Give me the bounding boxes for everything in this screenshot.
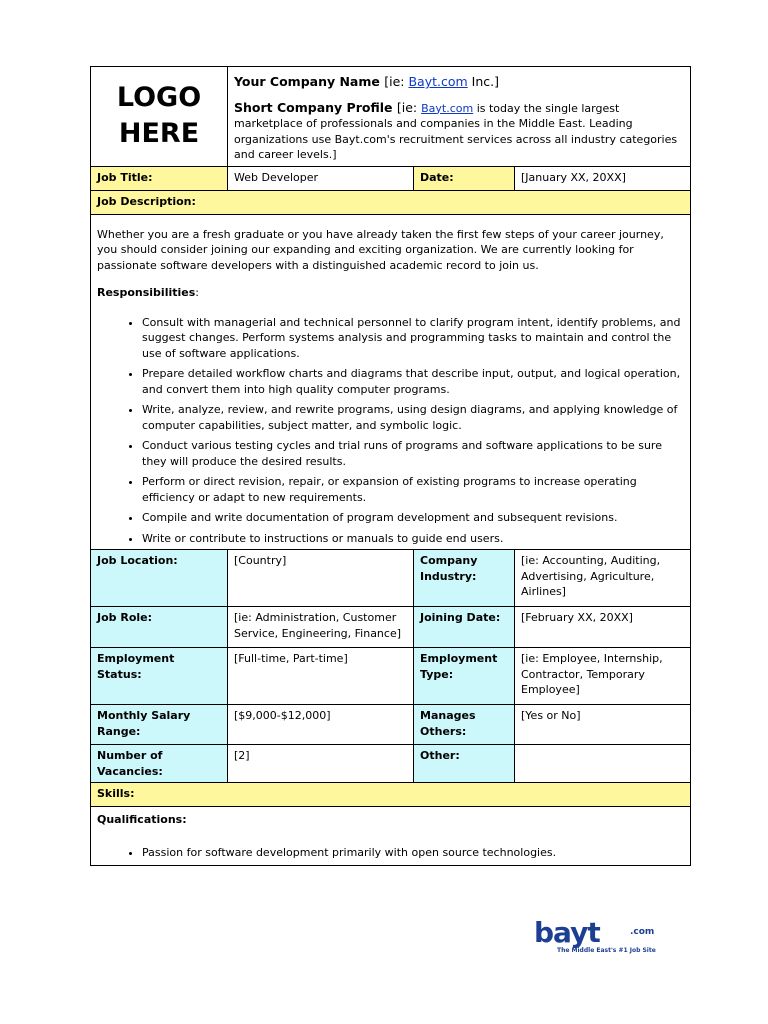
job-role-value[interactable]: [ie: Administration, Customer Service, Engineering, Finance]	[228, 607, 414, 648]
qualifications-label: Qualifications:	[97, 813, 187, 826]
list-item: • Prepare detailed workflow charts and diagrams that describe input, output, and logical operation, and convert them into high quality computer programs.	[142, 366, 684, 397]
job-description-header-row	[91, 190, 691, 214]
bayt-logo	[532, 916, 692, 956]
company-info-cell	[228, 67, 691, 167]
logo-placeholder	[91, 67, 228, 167]
role-row	[91, 607, 691, 648]
list-item: • Conduct various testing cycles and trial runs of programs and software applications to be sure they will produce the desired results.	[142, 438, 684, 469]
joining-date-value[interactable]: [February XX, 20XX]	[515, 607, 691, 648]
logo-line-2: HERE	[118, 118, 200, 150]
employment-row	[91, 648, 691, 705]
salary-range-value[interactable]: [$9,000-$12,000]	[228, 705, 414, 745]
company-profile-text: is today the single largest marketplace of professionals and companies in the Middle East. Leading organizations use Bayt.com's recruitment services across all industry categories and career levels.]	[234, 101, 678, 161]
list-item: • Passion for software development primarily with open source technologies.	[142, 845, 684, 861]
company-industry-label: Company Industry:	[414, 550, 515, 607]
job-location-value[interactable]: [Country]	[228, 550, 414, 607]
list-item: • Write, analyze, review, and rewrite programs, using design diagrams, and applying knowledge of computer capabilities, subject matter, and symbolic logic.	[142, 402, 684, 433]
list-item: • Consult with managerial and technical personnel to clarify program intent, identify problems, and suggest changes. Perform systems analysis and programming tasks to maintain and control the use of software applications.	[142, 315, 684, 362]
bayt-tagline: The Middle East's #1 Job Site	[557, 947, 656, 954]
job-location-label: Job Location:	[91, 550, 228, 607]
location-row	[91, 550, 691, 607]
responsibilities-label: Responsibilities	[97, 286, 196, 299]
employment-status-value[interactable]: [Full-time, Part-time]	[228, 648, 414, 705]
job-title-label: Job Title:	[91, 166, 228, 190]
list-item: • Perform or direct revision, repair, or expansion of existing programs to increase operating efficiency or adapt to new requirements.	[142, 474, 684, 505]
job-title-value[interactable]: Web Developer	[228, 166, 414, 190]
skills-header-row	[91, 783, 691, 807]
salary-range-label: Monthly Salary Range:	[91, 705, 228, 745]
vacancies-value[interactable]: [2]	[228, 745, 414, 783]
header-row	[91, 67, 691, 167]
company-profile-open: [ie:	[396, 99, 422, 115]
job-description-label: Job Description:	[91, 190, 691, 214]
job-role-label: Job Role:	[91, 607, 228, 648]
company-name-close: Inc.]	[467, 74, 499, 89]
vacancies-label: Number of Vacancies:	[91, 745, 228, 783]
other-label: Other:	[414, 745, 515, 783]
responsibilities-heading	[97, 285, 684, 301]
company-profile-link[interactable]: Bayt.com	[421, 101, 474, 115]
company-profile	[234, 100, 684, 163]
bayt-logo-suffix: .com	[630, 927, 655, 937]
job-description-body	[91, 214, 691, 550]
qualifications-body	[91, 807, 691, 866]
responsibilities-colon: :	[195, 286, 199, 299]
job-description-form	[90, 66, 691, 866]
company-industry-value[interactable]: [ie: Accounting, Auditing, Advertising, Agriculture, Airlines]	[515, 550, 691, 607]
other-value[interactable]	[515, 745, 691, 783]
employment-status-label: Employment Status:	[91, 648, 228, 705]
manages-others-label: Manages Others:	[414, 705, 515, 745]
employment-type-label: Employment Type:	[414, 648, 515, 705]
date-value[interactable]: [January XX, 20XX]	[515, 166, 691, 190]
job-description-row	[91, 214, 691, 550]
joining-date-label: Joining Date:	[414, 607, 515, 648]
company-name-label: Your Company Name	[234, 74, 380, 89]
company-profile-label: Short Company Profile	[234, 99, 393, 115]
qualifications-list	[97, 845, 684, 861]
company-name-link[interactable]: Bayt.com	[408, 74, 468, 89]
list-item: • Write or contribute to instructions or manuals to guide end users.	[142, 531, 684, 547]
company-name-open: [ie:	[384, 74, 409, 89]
vacancies-row	[91, 745, 691, 783]
job-intro: Whether you are a fresh graduate or you have already taken the first few steps of your career journey, you should consider joining our expanding and exciting organization. We are currently looking for passionate software developers with a distinguished academic record to join us.	[97, 227, 664, 272]
responsibilities-list	[97, 315, 684, 547]
qualifications-row	[91, 807, 691, 866]
skills-label: Skills:	[91, 783, 691, 807]
company-name	[234, 74, 684, 90]
manages-others-value[interactable]: [Yes or No]	[515, 705, 691, 745]
salary-row	[91, 705, 691, 745]
logo-line-1: LOGO	[116, 82, 202, 114]
employment-type-value[interactable]: [ie: Employee, Internship, Contractor, Temporary Employee]	[515, 648, 691, 705]
bayt-logo-text: bayt	[534, 916, 600, 949]
date-label: Date:	[414, 166, 515, 190]
list-item: • Compile and write documentation of program development and subsequent revisions.	[142, 510, 684, 526]
job-title-row	[91, 166, 691, 190]
